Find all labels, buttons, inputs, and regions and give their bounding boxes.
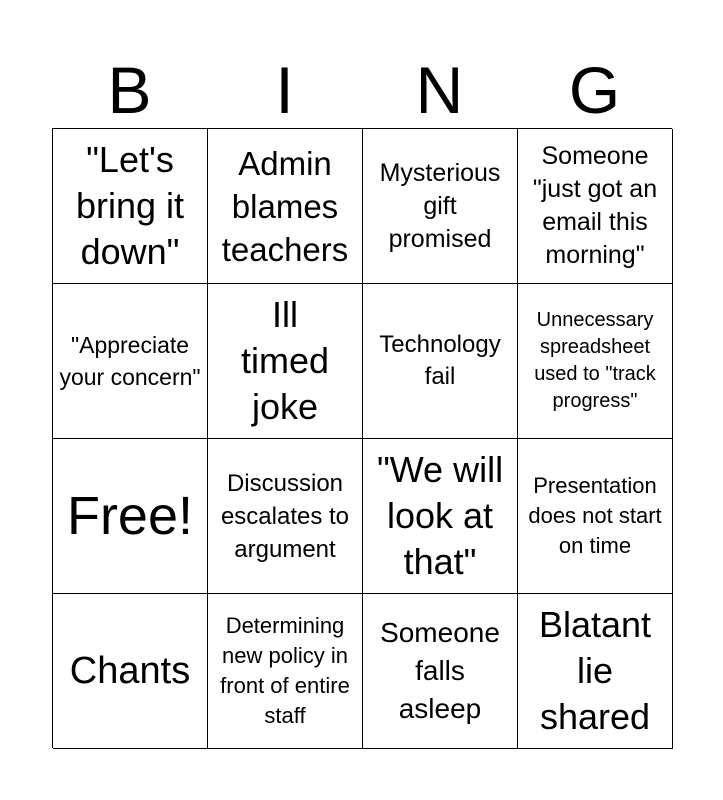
cell-text: Presentation does not start on time: [528, 473, 662, 558]
cell-text: Determining new policy in front of entire staff: [220, 613, 350, 728]
bingo-cell[interactable]: [363, 129, 518, 284]
cell-text: "Appreciate your concern": [59, 332, 201, 390]
bingo-board: [52, 128, 672, 748]
cell-text: "We will look at that": [376, 449, 504, 582]
bingo-cell[interactable]: [518, 594, 673, 749]
cell-text: Mysterious gift promised: [379, 158, 501, 253]
bingo-cell[interactable]: [518, 129, 673, 284]
bingo-cell[interactable]: [53, 129, 208, 284]
bingo-cell[interactable]: [53, 594, 208, 749]
bingo-cell[interactable]: [518, 284, 673, 439]
bingo-cell[interactable]: [363, 439, 518, 594]
cell-text: Blatant lie shared: [538, 604, 652, 737]
bingo-cell[interactable]: [363, 284, 518, 439]
header-letter-b: B: [107, 53, 152, 127]
header-letter-n: N: [415, 53, 464, 127]
header-letter-g: G: [568, 53, 621, 127]
cell-text: Admin blames teachers: [221, 144, 349, 268]
bingo-cell[interactable]: [208, 594, 363, 749]
bingo-cell[interactable]: [518, 439, 673, 594]
cell-text: Someone "just got an email this morning": [532, 142, 658, 269]
bingo-cell[interactable]: [208, 129, 363, 284]
bingo-cell[interactable]: [53, 439, 208, 594]
header-letter-i: I: [275, 53, 294, 127]
cell-text: Someone falls asleep: [380, 617, 500, 724]
cell-text: Ill timed joke: [240, 294, 330, 427]
cell-text: Free!: [66, 486, 194, 546]
cell-text: Technology fail: [379, 331, 501, 390]
cell-text: Chants: [69, 650, 191, 692]
bingo-cell[interactable]: [208, 439, 363, 594]
bingo-cell[interactable]: [53, 284, 208, 439]
cell-text: "Let's bring it down": [75, 139, 185, 272]
cell-text: Discussion escalates to argument: [220, 469, 350, 563]
bingo-cell[interactable]: [208, 284, 363, 439]
bingo-cell[interactable]: [363, 594, 518, 749]
cell-text: Unnecessary spreadsheet used to "track progress": [534, 309, 656, 412]
bingo-header: [52, 52, 672, 128]
